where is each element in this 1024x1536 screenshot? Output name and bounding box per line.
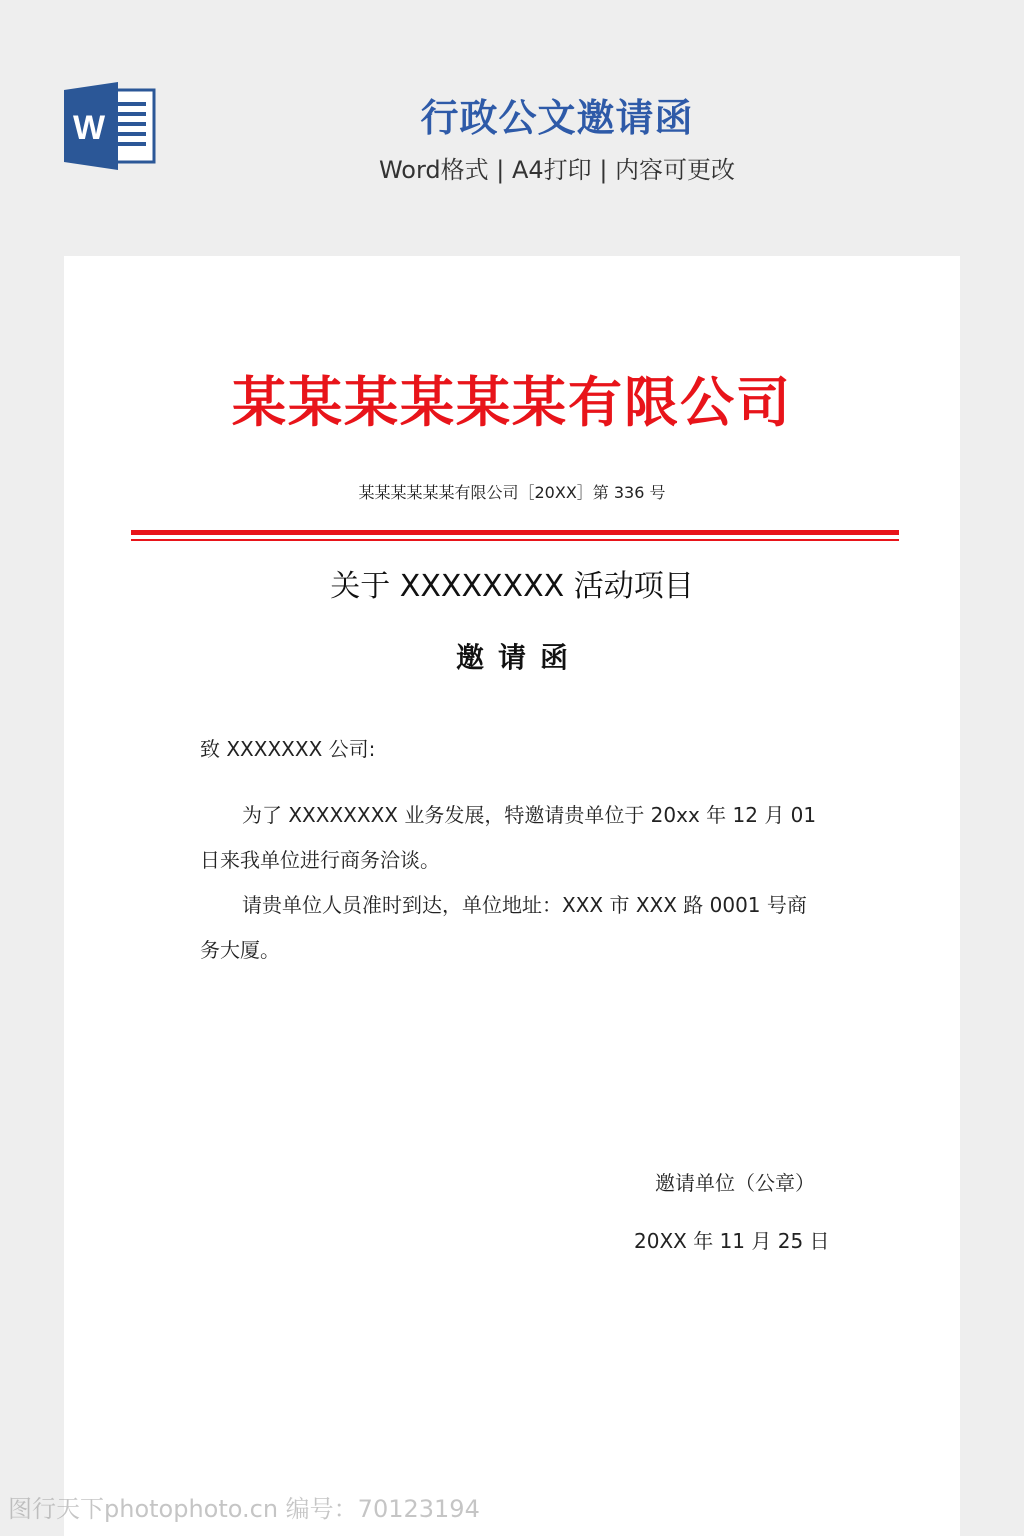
- page-header: [0, 0, 1024, 256]
- red-rule-thin: [131, 539, 899, 541]
- signature-line: 邀请单位（公章）: [655, 1171, 815, 1195]
- salutation: 致 XXXXXXX 公司:: [200, 737, 376, 761]
- paragraph-1-line-2: 日来我单位进行商务洽谈。: [200, 848, 440, 872]
- date-line: 20XX 年 11 月 25 日: [634, 1229, 830, 1253]
- paragraph-1-line-1: 为了 XXXXXXXX 业务发展，特邀请贵单位于 20xx 年 12 月 01: [242, 803, 817, 827]
- word-icon-letter: W: [72, 109, 106, 147]
- word-icon: [64, 82, 156, 170]
- paragraph-2-line-1: 请贵单位人员准时到达，单位地址：XXX 市 XXX 路 0001 号商: [242, 893, 807, 917]
- watermark: 图行天下photophoto.cn 编号：70123194: [8, 1495, 480, 1523]
- red-rule-thick: [131, 530, 899, 535]
- document-title: 关于 XXXXXXXX 活动项目: [330, 569, 694, 604]
- company-name: 某某某某某某有限公司: [232, 370, 792, 434]
- page-title: 行政公文邀请函: [420, 96, 694, 140]
- paragraph-2-line-2: 务大厦。: [200, 938, 280, 962]
- document-subtitle: 邀请函: [455, 641, 582, 674]
- page-subtitle: Word格式 | A4打印 | 内容可更改: [378, 156, 736, 184]
- document-number: 某某某某某某有限公司［20XX］第 336 号: [358, 483, 666, 502]
